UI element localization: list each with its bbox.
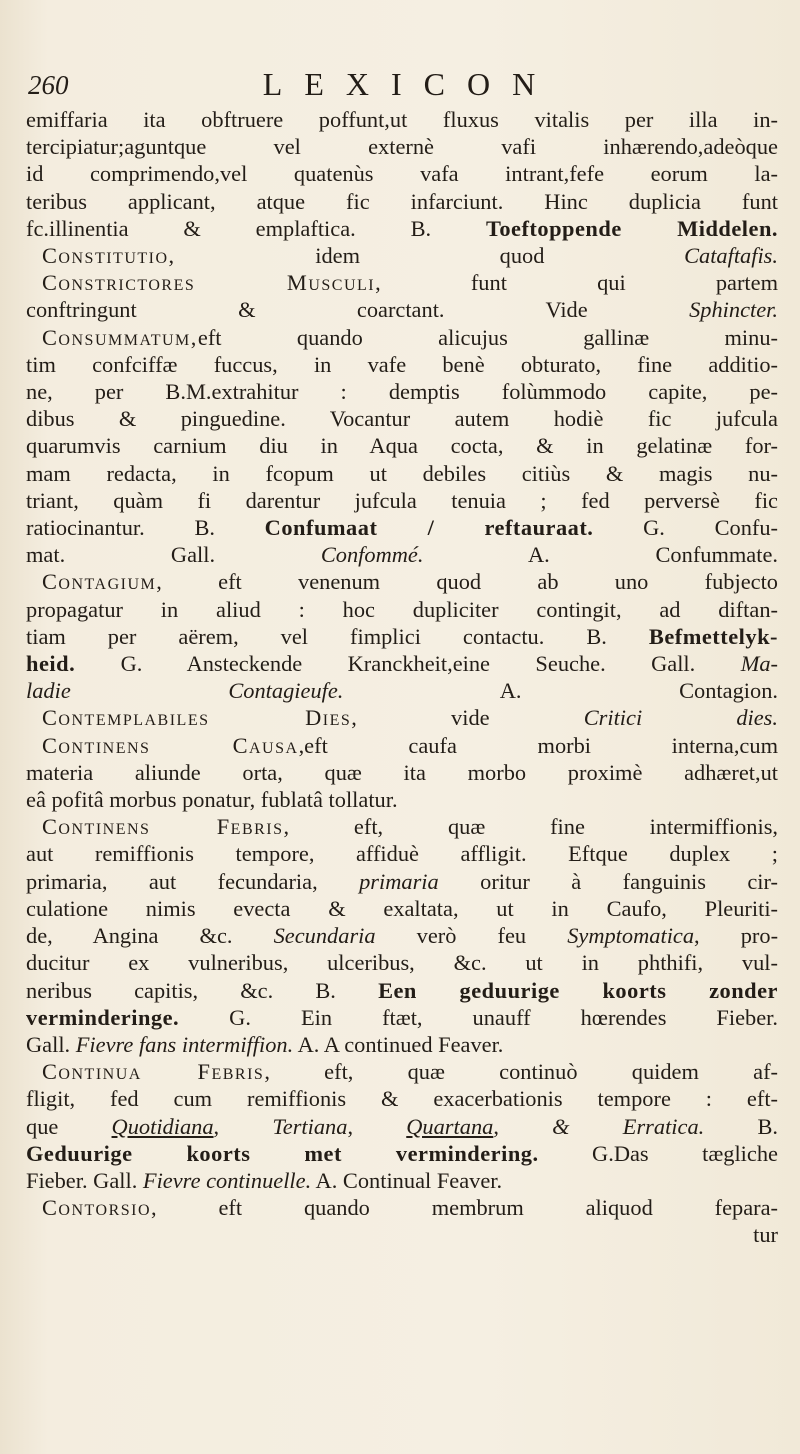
- text-line: [26, 541, 778, 568]
- text-run: mam redacta, in fcopum ut debiles citiùs & magis nu-: [26, 460, 778, 486]
- text-run: , eft, quæ continuò quidem af-: [264, 1059, 778, 1085]
- text-run: , vide: [351, 705, 584, 731]
- text-line: [26, 487, 778, 514]
- headword: Continens Febris: [42, 814, 284, 840]
- text-run: materia aliunde orta, quæ ita morbo proximè adhæret,ut: [26, 759, 778, 785]
- text-run: ducitur ex vulneribus, ulceribus, &c. ut in phthifi, vul-: [26, 950, 778, 976]
- text-run: , eft venenum quod ab uno fubjecto: [156, 569, 778, 595]
- text-run: G. Ansteckende Kranckheit,eine Seuche. Gall.: [75, 651, 741, 677]
- text-line: [26, 568, 778, 595]
- text-line: [26, 296, 778, 323]
- text-run: Symptomatica: [567, 923, 695, 949]
- text-line: [26, 1194, 778, 1221]
- text-run: ,eft caufa morbi interna,cum: [298, 732, 778, 758]
- running-head: [28, 66, 770, 106]
- text-run: Befmettelyk-: [648, 623, 778, 649]
- text-run: dibus & pinguedine. Vocantur autem hodiè fic jufcula: [26, 406, 778, 432]
- text-line: [26, 1004, 778, 1031]
- text-run: Ma-: [740, 651, 778, 677]
- text-line: [26, 242, 778, 269]
- text-run: Critici dies.: [583, 705, 778, 731]
- text-run: G. Confu-: [593, 515, 778, 541]
- page-number: 260: [28, 70, 69, 100]
- text-line: [26, 922, 778, 949]
- text-run: heid.: [26, 651, 76, 677]
- text-run: Quartana: [406, 1113, 494, 1139]
- text-run: Quotidiana: [111, 1113, 214, 1139]
- text-line: [26, 514, 778, 541]
- headword: Contagium: [42, 569, 157, 595]
- text-run: Fieber. Gall.: [26, 1167, 143, 1193]
- text-run: , funt qui partem: [375, 270, 778, 296]
- headword: Consummatum,: [42, 324, 198, 350]
- text-line: [26, 351, 778, 378]
- text-run: & Erratica.: [552, 1113, 705, 1139]
- text-run: tur: [753, 1222, 778, 1248]
- text-line: [26, 1058, 778, 1085]
- running-title: LEXICON: [262, 66, 558, 102]
- text-run: quarumvis carnium diu in Aqua cocta, & in gelatinæ for-: [26, 433, 778, 459]
- headword: Constrictores Musculi: [42, 270, 376, 296]
- text-run: B.: [704, 1113, 778, 1139]
- text-line: [26, 596, 778, 623]
- text-run: , eft quando membrum aliquod fepara-: [151, 1195, 778, 1221]
- text-line: [26, 378, 778, 405]
- text-line: [26, 786, 778, 813]
- text-line: [26, 1140, 778, 1167]
- text-run: neribus capitis, &c. B.: [26, 977, 379, 1003]
- text-run: Tertiana: [272, 1113, 348, 1139]
- text-run: culatione nimis evecta & exaltata, ut in Caufo, Pleuriti-: [26, 895, 778, 921]
- text-line: [26, 269, 778, 296]
- text-run: tercipiatur;aguntque vel externè vafi inhærendo,adeòque: [26, 134, 778, 160]
- text-run: ladie Contagieufe.: [26, 678, 344, 704]
- text-run: verminderinge.: [26, 1004, 180, 1030]
- text-run: Cataftafis.: [684, 243, 778, 269]
- text-run: Sphincter.: [689, 297, 778, 323]
- text-run: A. A continued Feaver.: [293, 1031, 504, 1057]
- text-line: [26, 840, 778, 867]
- text-run: ,: [347, 1113, 407, 1139]
- text-run: mat. Gall.: [26, 542, 321, 568]
- text-run: A. Continual Feaver.: [311, 1167, 503, 1193]
- text-run: ne, per B.M.extrahitur : demptis folùmmodo capite, pe-: [26, 379, 778, 405]
- text-line: [26, 868, 778, 895]
- text-line: [26, 460, 778, 487]
- headword: Constitutio,: [42, 243, 176, 269]
- text-line: [26, 405, 778, 432]
- text-line: [26, 133, 778, 160]
- text-line: [26, 1085, 778, 1112]
- headword: Continua Febris: [42, 1059, 265, 1085]
- text-run: Een geduurige koorts zonder: [378, 977, 778, 1003]
- text-run: Secundaria: [273, 923, 376, 949]
- text-run: tim confciffæ fuccus, in vafe benè obturato, fine additio-: [26, 351, 778, 377]
- text-run: de, Angina &c.: [26, 923, 274, 949]
- text-run: id comprimendo,vel quatenùs vafa intrant,fefe eorum la-: [26, 161, 778, 187]
- text-line: [26, 895, 778, 922]
- text-line: [26, 704, 778, 731]
- text-run: tiam per aërem, vel fimplici contactu. B.: [26, 623, 649, 649]
- text-line: [26, 432, 778, 459]
- text-run: eft quando alicujus gallinæ minu-: [197, 324, 778, 350]
- text-run: primaria, aut fecundaria,: [26, 868, 360, 894]
- text-run: Gall.: [26, 1031, 76, 1057]
- headword: Contorsio: [42, 1195, 152, 1221]
- text-run: A. Confummate.: [423, 542, 778, 568]
- text-run: Confommé.: [320, 542, 424, 568]
- text-run: , eft, quæ fine intermiffionis,: [283, 814, 778, 840]
- text-line: [26, 650, 778, 677]
- text-run: , pro-: [694, 923, 778, 949]
- text-run: ,: [493, 1113, 553, 1139]
- text-run: A. Contagion.: [343, 678, 778, 704]
- text-run: primaria: [359, 868, 439, 894]
- text-line: [26, 106, 778, 133]
- text-line: [26, 977, 778, 1004]
- dictionary-text: [26, 106, 778, 1249]
- text-run: Geduurige koorts met vermindering.: [26, 1140, 539, 1166]
- text-run: fc.illinentia & emplaftica. B.: [26, 215, 486, 241]
- text-run: que: [26, 1113, 112, 1139]
- text-run: Fievre continuelle.: [142, 1167, 312, 1193]
- text-line: [26, 1031, 778, 1058]
- text-line: [26, 759, 778, 786]
- text-run: oritur à fanguinis cir-: [438, 868, 778, 894]
- text-line: [26, 215, 778, 242]
- text-line: [26, 324, 778, 351]
- text-line: [26, 1113, 778, 1140]
- text-run: aut remiffionis tempore, affiduè affligit. Eftque duplex ;: [26, 841, 778, 867]
- text-run: ratiocinantur. B.: [26, 515, 265, 541]
- text-run: propagatur in aliud : hoc dupliciter contingit, ad diftan-: [26, 596, 778, 622]
- text-line: [26, 623, 778, 650]
- text-line: [26, 732, 778, 759]
- text-line: [26, 188, 778, 215]
- text-run: emiffaria ita obftruere poffunt,ut fluxus vitalis per illa in-: [26, 107, 778, 132]
- headword: Continens Causa: [42, 732, 299, 758]
- text-run: Toeftoppende Middelen.: [485, 215, 778, 241]
- text-line: [26, 949, 778, 976]
- text-run: fligit, fed cum remiffionis & exacerbationis tempore : eft-: [26, 1086, 778, 1112]
- text-run: G.Das tægliche: [538, 1140, 778, 1166]
- text-line: [26, 677, 778, 704]
- text-line: [26, 813, 778, 840]
- text-line: [26, 1221, 778, 1248]
- text-run: verò feu: [375, 923, 568, 949]
- text-run: triant, quàm fi darentur jufcula tenuia ; fed perversè fic: [26, 487, 778, 513]
- text-run: teribus applicant, atque fic infarciunt. Hinc duplicia funt: [26, 188, 778, 214]
- text-line: [26, 1167, 778, 1194]
- text-run: Fievre fans intermiffion.: [75, 1031, 294, 1057]
- text-run: conftringunt & coarctant. Vide: [26, 297, 690, 323]
- text-run: ,: [213, 1113, 273, 1139]
- headword: Contemplabiles Dies: [42, 705, 352, 731]
- text-run: Confumaat / reftauraat.: [264, 515, 594, 541]
- text-run: eâ pofitâ morbus ponatur, fublatâ tollatur.: [26, 787, 398, 813]
- text-line: [26, 160, 778, 187]
- text-run: G. Ein ftæt, unauff hœrendes Fieber.: [179, 1004, 778, 1030]
- text-run: idem quod: [175, 243, 685, 269]
